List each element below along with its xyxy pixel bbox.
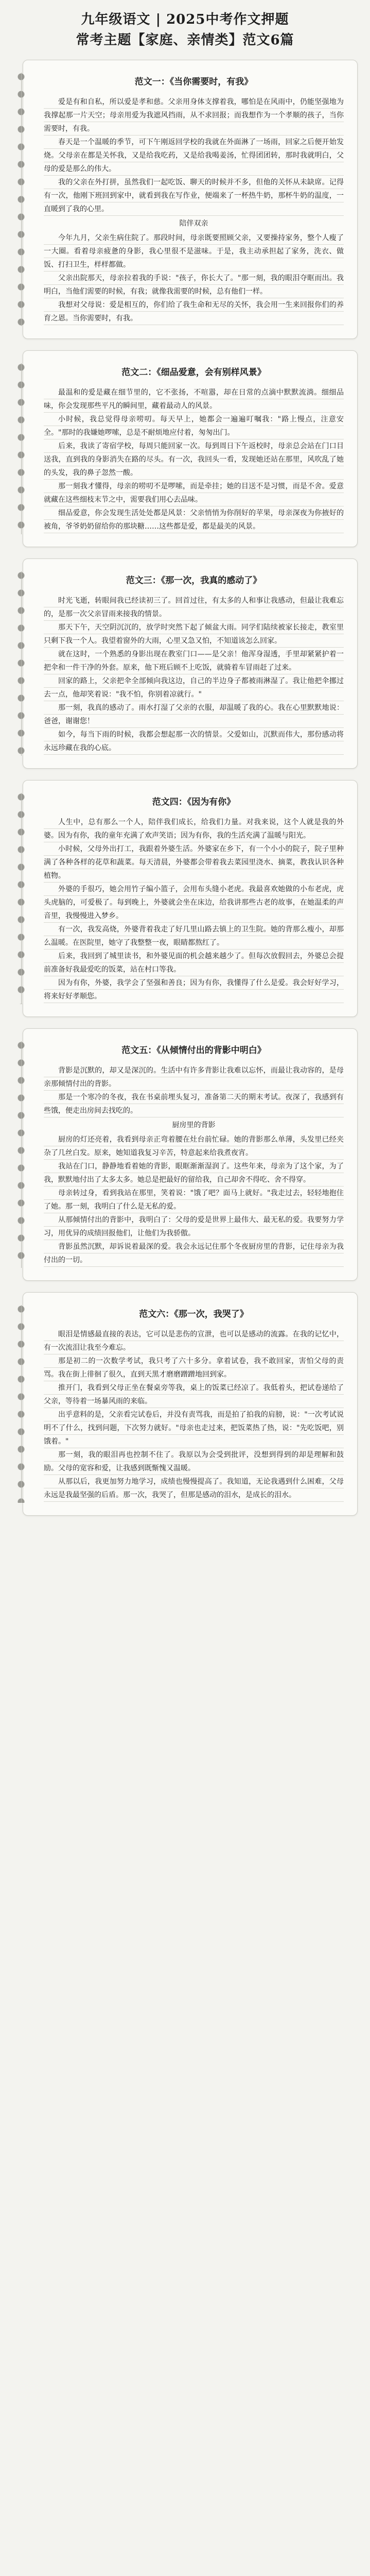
essay-title: 范文三：《那一次，我真的感动了》 — [126, 575, 262, 586]
essay-subheading: 陪伴双亲 — [179, 219, 208, 228]
essay-paragraph: 后来，我读了寄宿学校，每周只能回家一次。每到周日下午返校时，母亲总会站在门口目送我，直到我的身影消失在路的尽头。有一次，我回头一看，发现她还站在那里，风吹乱了她的头发，我的鼻子忽然一酸。 — [44, 439, 344, 480]
essay-paragraph: 那一刻我才懂得，母亲的唠叨不是啰嗦，而是牵挂；她的目送不是习惯，而是不舍。爱意就藏在这些细枝末节之中，需要我们用心去品味。 — [44, 480, 344, 506]
essay-paragraph: 最温和的爱是藏在细节里的，它不张扬，不喧嚣，却在日常的点滴中默默流淌。细细品味，你会发现那些平凡的瞬间里，藏着最动人的风景。 — [44, 386, 344, 413]
page-title: 九年级语文 | 2025中考作文押题 — [81, 12, 289, 27]
essay-paragraph: 如今，每当下雨的时候，我都会想起那一次的情景。父爱如山，沉默而伟大，那份感动将永远珍藏在我的心底。 — [44, 728, 344, 755]
essay-paragraph: 背影是沉默的，却又是深沉的。生活中有许多背影让我难以忘怀，而最让我动容的，是母亲那倾情付出的背影。 — [44, 1064, 344, 1091]
essay-paragraph: 那天下午，天空阴沉沉的，放学时突然下起了倾盆大雨。同学们陆续被家长接走，教室里只剩下我一个人。我望着窗外的大雨，心里又急又怕，不知道该怎么回家。 — [44, 621, 344, 648]
essay-card — [23, 1028, 358, 1281]
essay-paragraph: 眼泪是情感最直接的表达，它可以是悲伤的宣泄，也可以是感动的流露。在我的记忆中，有一次流泪让我至今难忘。 — [44, 1328, 344, 1354]
essay-paragraph: 爱是有和自私，所以爱是孝和慈。父亲用身体支撑着我，哪怕是在风雨中，仍能坚强地为我撑起那一片天空；母亲用爱为我遮风挡雨，从不求回报；而我想作为一个孝顺的孩子，当你需要时，有我。 — [44, 95, 344, 135]
essay-card — [23, 1292, 358, 1516]
essay-paragraph: 我的父亲在外打拼，虽然我们一起吃饭、聊天的时候并不多，但他的关怀从未缺席。记得有一次，他刚下班回到家中，就看到我在写作业，便端来了一杯热牛奶，那杯牛奶的温度，一直暖到了我的心里。 — [44, 176, 344, 216]
essay-paragraph: 就在这时，一个熟悉的身影出现在教室门口——是父亲！他浑身湿透，手里却紧紧护着一把伞和一件干净的外套。原来，他下班后顾不上吃饭，就骑着车冒雨赶了过来。 — [44, 648, 344, 674]
essay-paragraph: 因为有你，外婆，我学会了坚强和善良；因为有你，我懂得了什么是爱。我会好好学习，将来好好孝顺您。 — [44, 976, 344, 1003]
document-header — [0, 0, 370, 58]
essay-paragraph: 后来，我回到了城里读书，和外婆见面的机会越来越少了。但每次放假回去，外婆总会提前准备好我最爱吃的饭菜，站在村口等我。 — [44, 950, 344, 976]
essay-paragraph: 今年九月，父亲生病住院了。那段时间，母亲既要照顾父亲，又要操持家务，整个人瘦了一大圈。看着母亲疲惫的身影，我心里很不是滋味。于是，我主动承担起了家务，洗衣、做饭、打扫卫生，样样都做。 — [44, 231, 344, 272]
essay-paragraph: 小时候，父母外出打工，我跟着外婆生活。外婆家在乡下，有一个小小的院子，院子里种满了各种各样的花草和蔬菜。每天清晨，外婆都会带着我去菜园里浇水、摘菜，教我认识各种植物。 — [44, 842, 344, 883]
essay-title: 范文四：《因为有你》 — [152, 797, 236, 807]
essay-paragraph: 推开门，我看到父母正坐在餐桌旁等我，桌上的饭菜已经凉了。我低着头，把试卷递给了父亲，等待着一场暴风雨的来临。 — [44, 1381, 344, 1408]
essay-paragraph: 我站在门口，静静地看着她的背影，眼眶渐渐湿润了。这些年来，母亲为了这个家，为了我，默默地付出了太多太多。她总是把最好的留给我，自己却舍不得吃、舍不得穿。 — [44, 1160, 344, 1187]
essay-title: 范文一：《当你需要时，有我》 — [134, 77, 253, 87]
essay-paragraph: 从那以后，我更加努力地学习，成绩也慢慢提高了。我知道，无论我遇到什么困难，父母永远是我最坚强的后盾。那一次，我哭了，但那是感动的泪水，是成长的泪水。 — [44, 1475, 344, 1502]
essay-card — [23, 350, 358, 547]
essay-paragraph: 那是初二的一次数学考试，我只考了六十多分。拿着试卷，我不敢回家，害怕父母的责骂。我在街上徘徊了很久，直到天黑才磨磨蹭蹭地回到家。 — [44, 1354, 344, 1381]
essay-paragraph: 我想对父母说：爱是相互的，你们给了我生命和无尽的关怀，我会用一生来回报你们的养育之恩。当你需要时，有我。 — [44, 298, 344, 325]
essay-subheading: 厨房里的背影 — [172, 1121, 216, 1129]
essay-paragraph: 时光飞逝，转眼间我已经读初三了。回首过往，有太多的人和事让我感动，但最让我难忘的，是那一次父亲冒雨来接我的情景。 — [44, 594, 344, 621]
essay-paragraph: 细品爱意，你会发现生活处处都是风景：父亲悄悄为你削好的苹果，母亲深夜为你掖好的被角，爷爷奶奶留给你的那块糖……这些都是爱，都是最美的风景。 — [44, 506, 344, 533]
essay-paragraph: 从那倾情付出的背影中，我明白了：父母的爱是世界上最伟大、最无私的爱。我要努力学习，用优异的成绩回报他们，让他们为我骄傲。 — [44, 1213, 344, 1240]
essay-paragraph: 有一次，我发高烧，外婆背着我走了好几里山路去镇上的卫生院。她的背那么瘦小，却那么温暖。在医院里，她守了我整整一夜，眼睛都熬红了。 — [44, 923, 344, 950]
essay-paragraph: 人生中，总有那么一个人，陪伴我们成长，给我们力量。对我来说，这个人就是我的外婆。因为有你，我的童年充满了欢声笑语；因为有你，我的生活充满了温暖与阳光。 — [44, 816, 344, 842]
essay-paragraph: 父亲出院那天，母亲拉着我的手说："孩子，你长大了。"那一刻，我的眼泪夺眶而出。我明白，当他们需要的时候，有我；就像我需要的时候，总有他们一样。 — [44, 272, 344, 298]
essay-card — [23, 780, 358, 1017]
essay-paragraph: 那是一个寒冷的冬夜，我在书桌前埋头复习，准备第二天的期末考试。夜深了，我感到有些饿，便走出房间去找吃的。 — [44, 1091, 344, 1117]
essay-paragraph: 出乎意料的是，父亲看完试卷后，并没有责骂我，而是拍了拍我的肩膀，说："一次考试说明不了什么，找到问题，下次努力就好。"母亲也走过来，把饭菜热了热，说："先吃饭吧，别饿着。" — [44, 1408, 344, 1448]
essay-paragraph: 小时候，我总觉得母亲唠叨。每天早上，她都会一遍遍叮嘱我："路上慢点，注意安全。"那时的我嫌她啰嗦，总是不耐烦地应付着，匆匆出门。 — [44, 413, 344, 439]
margin-line — [21, 363, 22, 534]
essay-paragraph: 母亲转过身，看到我站在那里，笑着说："饿了吧？面马上就好。"我走过去，轻轻地抱住了她。那一刻，我明白了什么是无私的爱。 — [44, 1187, 344, 1213]
margin-line — [21, 1305, 22, 1503]
essay-paragraph: 那一刻，我的眼泪再也控制不住了。我原以为会受到批评，没想到得到的却是理解和鼓励。父母的宽容和爱，让我感到既惭愧又温暖。 — [44, 1448, 344, 1475]
essay-paragraph: 背影虽然沉默，却诉说着最深的爱。我会永远记住那个冬夜厨房里的背影，记住母亲为我付出的一切。 — [44, 1240, 344, 1267]
essay-card — [23, 558, 358, 769]
essay-title: 范文二：《细品爱意，会有别样风景》 — [121, 367, 266, 378]
margin-line — [21, 571, 22, 756]
essay-paragraph: 那一刻，我真的感动了。雨水打湿了父亲的衣服，却温暖了我的心。我在心里默默地说：爸爸，谢谢您！ — [44, 701, 344, 728]
essay-paragraph: 外婆的手很巧，她会用竹子编小篮子，会用布头缝小老虎。我最喜欢她做的小布老虎，虎头虎脑的，可爱极了。每到晚上，外婆就会坐在床边，给我讲那些古老的故事，在她温柔的声音里，我慢慢进入梦乡。 — [44, 883, 344, 923]
margin-line — [21, 793, 22, 1004]
essay-paragraph: 厨房的灯还亮着，我看到母亲正弯着腰在灶台前忙碌。她的背影那么单薄，头发里已经夹杂了几丝白发。原来，她知道我复习辛苦，特意起来给我煮夜宵。 — [44, 1133, 344, 1160]
essay-title: 范文五：《从倾情付出的背影中明白》 — [121, 1045, 266, 1056]
essay-card — [23, 60, 358, 339]
essay-title: 范文六：《那一次，我哭了》 — [139, 1309, 249, 1319]
page-subtitle: 常考主题【家庭、亲情类】范文6篇 — [76, 32, 294, 48]
essay-paragraph: 春天是一个温暖的季节，可下午刚返回学校的我就在外面淋了一场雨，回家之后便开始发烧。父母亲在都是关怀我，又是给我吃药，又是给我喝姜汤，忙得团团转，那时我就明白，父母的爱是那么的伟大。 — [44, 135, 344, 176]
essay-list — [0, 60, 370, 1516]
margin-line — [21, 73, 22, 326]
margin-line — [21, 1041, 22, 1268]
essay-paragraph: 回家的路上，父亲把伞全部倾向我这边，自己的半边身子都被雨淋湿了。我让他把伞挪过去一点，他却笑着说："我不怕，你别着凉就行。" — [44, 674, 344, 701]
